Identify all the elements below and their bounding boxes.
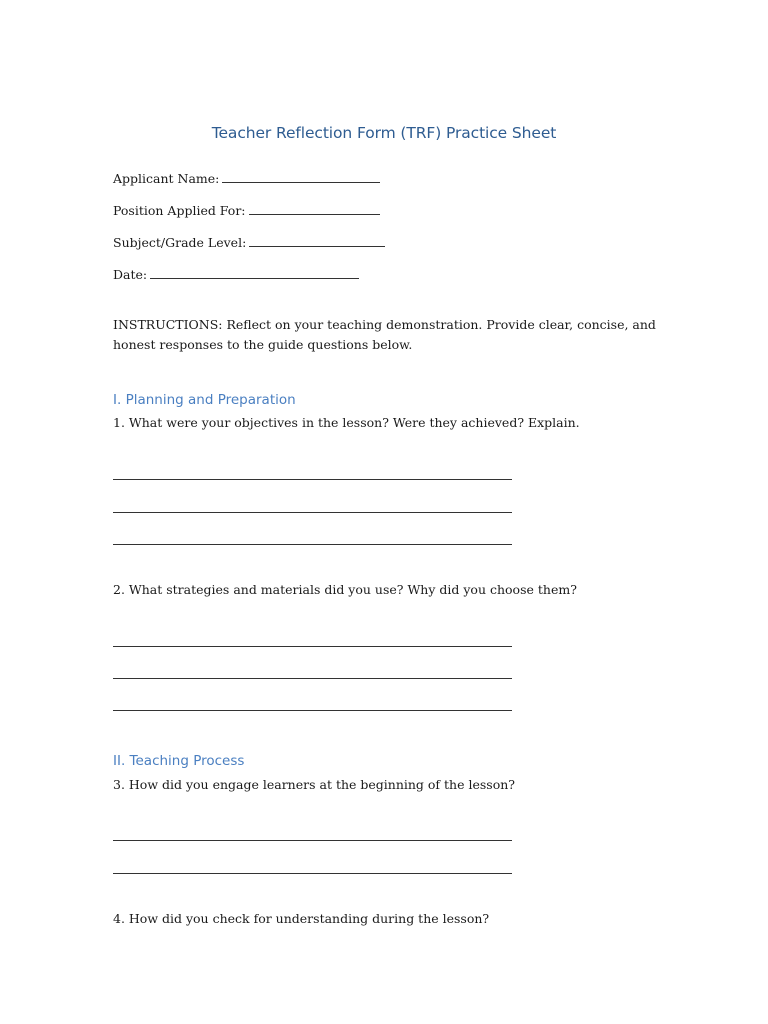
question-2: 2. What strategies and materials did you use? Why did you choose them? [113, 582, 577, 597]
date-field [113, 267, 359, 282]
subject-grade-field [113, 235, 385, 250]
answer-line-q2-1[interactable] [113, 646, 512, 647]
answer-line-q1-1[interactable] [113, 479, 512, 480]
position-applied-field [113, 203, 380, 218]
date-blank[interactable] [150, 267, 359, 279]
date-label: Date: [113, 267, 148, 282]
applicant-name-blank[interactable] [222, 171, 380, 183]
question-4: 4. How did you check for understanding during the lesson? [113, 911, 490, 926]
applicant-name-label: Applicant Name: [113, 171, 220, 186]
answer-line-q1-2[interactable] [113, 512, 512, 513]
question-1: 1. What were your objectives in the lesson? Were they achieved? Explain. [113, 415, 580, 430]
instructions-text: INSTRUCTIONS: Reflect on your teaching demonstration. Provide clear, concise, and honest responses to the guide questions below. [113, 317, 656, 352]
question-3: 3. How did you engage learners at the beginning of the lesson? [113, 777, 515, 792]
section-heading-teaching: II. Teaching Process [113, 753, 245, 769]
answer-line-q2-3[interactable] [113, 710, 512, 711]
subject-grade-blank[interactable] [249, 235, 385, 247]
subject-grade-label: Subject/Grade Level: [113, 235, 247, 250]
applicant-name-field [113, 171, 380, 186]
section-heading-planning: I. Planning and Preparation [113, 392, 296, 408]
answer-line-q2-2[interactable] [113, 678, 512, 679]
answer-line-q3-1[interactable] [113, 840, 512, 841]
position-applied-blank[interactable] [249, 203, 380, 215]
page-title: Teacher Reflection Form (TRF) Practice Sheet [211, 124, 557, 142]
answer-line-q3-2[interactable] [113, 873, 512, 874]
answer-line-q1-3[interactable] [113, 544, 512, 545]
position-applied-label: Position Applied For: [113, 203, 246, 218]
